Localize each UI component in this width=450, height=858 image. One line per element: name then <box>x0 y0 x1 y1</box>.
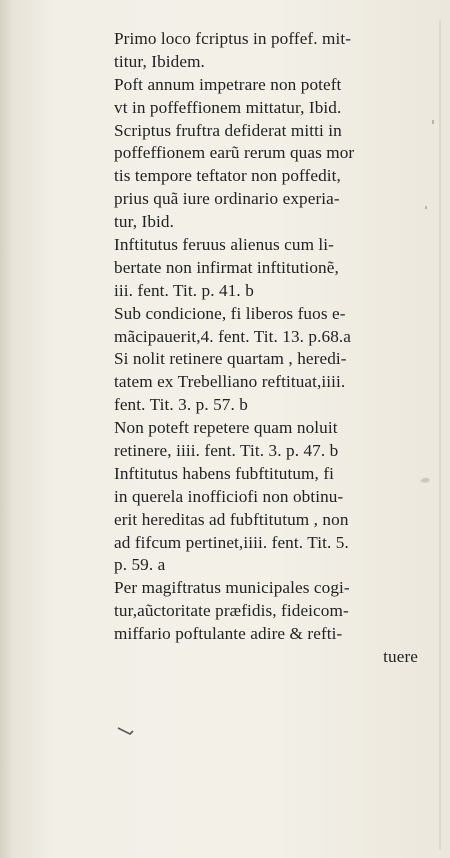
text-line: Scriptus fruftra defiderat mitti in <box>114 120 342 140</box>
text-line: tur, Ibid. <box>114 212 174 232</box>
text-line: prius quã iure ordinario experia- <box>114 189 340 209</box>
text-line: Inftitutus feruus alienus cum li- <box>114 235 335 255</box>
pen-mark <box>118 728 133 734</box>
text-line: tatem ex Trebelliano reftituat,iiii. <box>114 372 346 392</box>
page-gutter <box>0 0 14 858</box>
text-line: bertate non infirmat inftitutionẽ, <box>114 257 339 277</box>
text-line: titur, Ibidem. <box>114 51 205 71</box>
text-line: mãcipauerit,4. fent. Tit. 13. p.68.a <box>114 326 352 346</box>
text-line: Inftitutus habens fubftitutum, fi <box>114 463 335 483</box>
catchword: tuere <box>383 647 418 667</box>
index-text-block <box>114 28 434 669</box>
text-line: Si nolit retinere quartam , heredi- <box>114 349 347 369</box>
text-line: tur,aũctoritate præfidis, fideicom- <box>114 601 349 621</box>
text-line: Poft annum impetrare non poteft <box>114 74 342 94</box>
text-line: tis tempore teftator non poffedit, <box>114 166 341 186</box>
text-line: ad fifcum pertinet,iiii. fent. Tit. 5. <box>114 532 349 552</box>
text-line: poffeffionem earũ rerum quas mor <box>114 143 355 163</box>
text-line: iii. fent. Tit. p. 41. b <box>114 280 254 300</box>
text-line: miffario poftulante adire & refti- <box>114 624 343 644</box>
text-line: in querela inofficiofi non obtinu- <box>114 486 344 506</box>
text-line: Non poteft repetere quam noluit <box>114 418 338 438</box>
text-line: Primo loco fcriptus in poffef. mit- <box>114 29 352 48</box>
text-line: retinere, iiii. fent. Tit. 3. p. 47. b <box>114 441 339 461</box>
text-line: p. 59. a <box>114 555 166 575</box>
text-line: Sub condicione, fi liberos fuos e- <box>114 303 346 323</box>
text-line: vt in poffeffionem mittatur, Ibid. <box>114 97 342 117</box>
text-line: fent. Tit. 3. p. 57. b <box>114 395 248 415</box>
text-line: Per magiftratus municipales cogi- <box>114 578 350 598</box>
text-line: erit hereditas ad fubftitutum , non <box>114 509 349 529</box>
